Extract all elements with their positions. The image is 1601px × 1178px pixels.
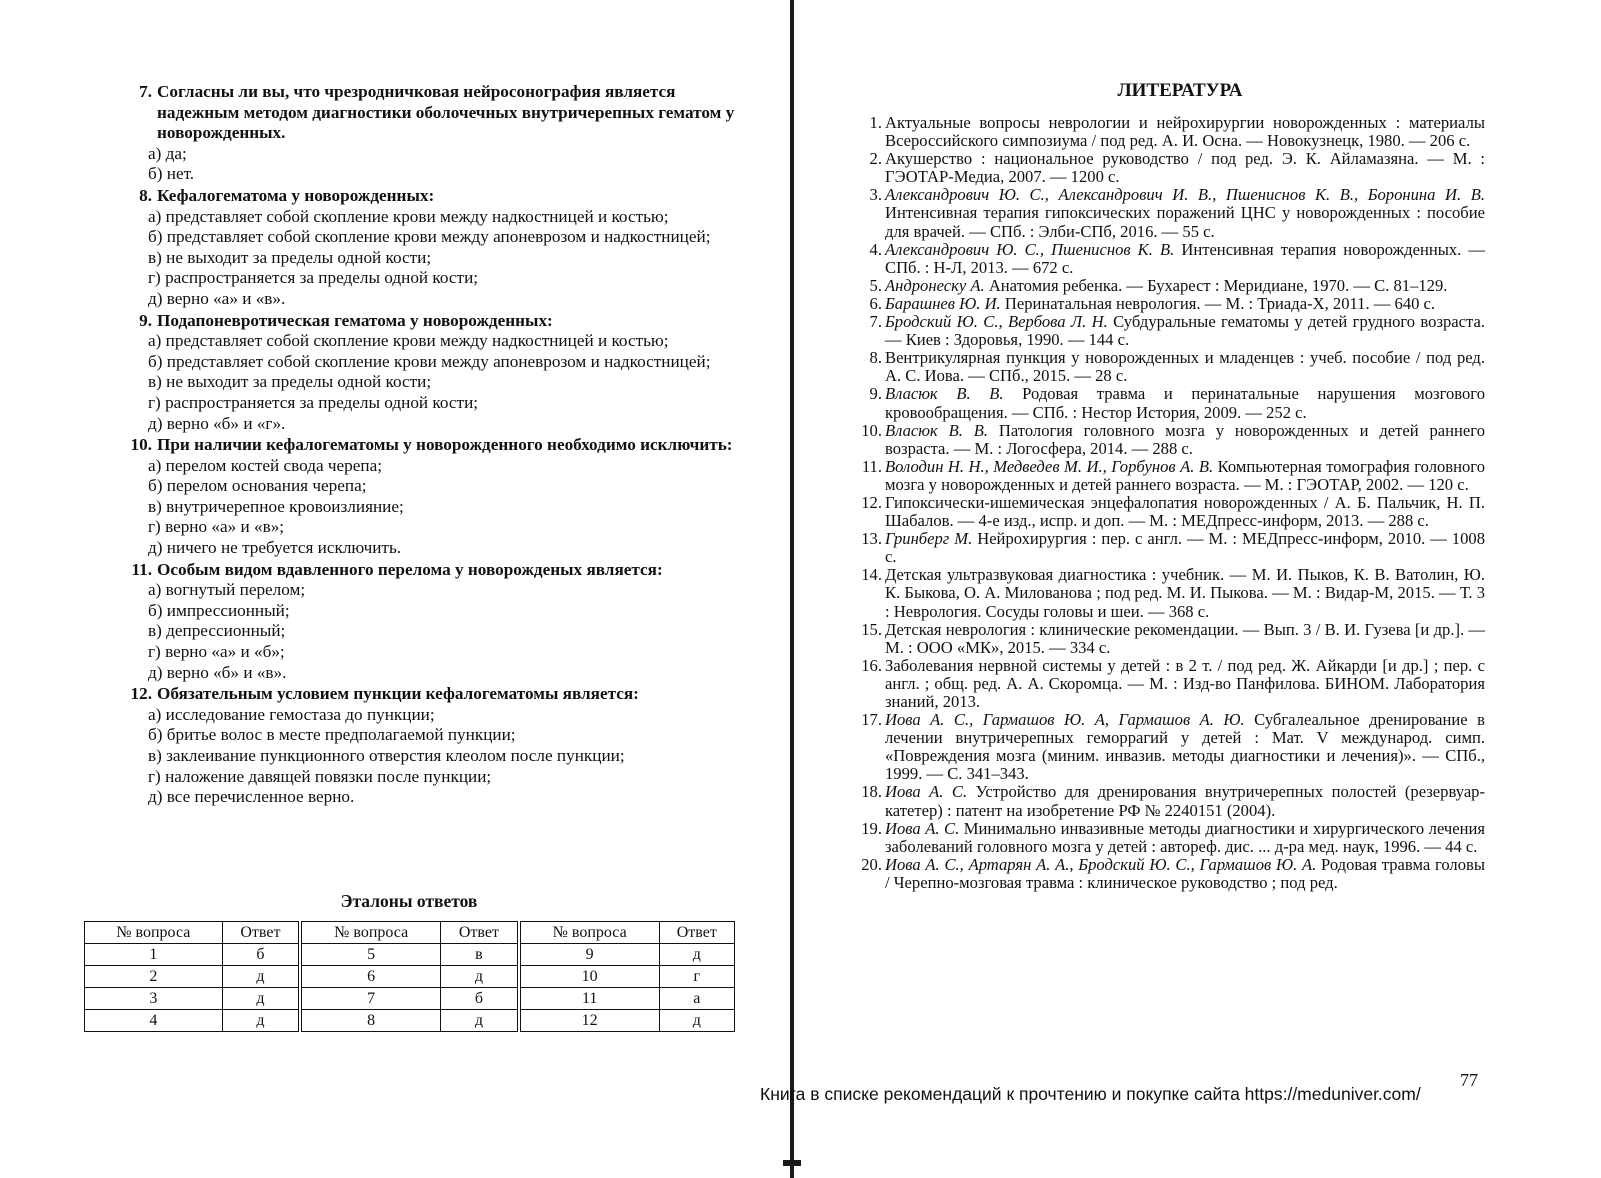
reference-text — [885, 494, 1485, 530]
reference-details: Субдуральные гематомы у детей грудного возраста. — Киев : Здоровья, 1990. — 144 с. — [885, 312, 1485, 350]
reference-details: Анатомия ребенка. — Бухарест : Меридиане, 1970. — С. 81–129. — [984, 275, 1448, 295]
answer-cell: д — [441, 1010, 519, 1032]
answer-cell: д — [659, 1010, 734, 1032]
question-text: При наличии кефалогематомы у новорожденного необходимо исключить: — [157, 435, 733, 455]
reference-number: 10. — [861, 420, 882, 440]
answer-option: д) ничего не требуется исключить. — [148, 538, 402, 558]
book-spine — [790, 0, 794, 1178]
answer-cell: д — [441, 966, 519, 988]
reference-item — [852, 295, 1485, 313]
reference-details: Детская неврология : клинические рекомендации. — Вып. 3 / В. И. Гузева [и др.]. — М. : ООО «МК», 2015. — 334 с. — [885, 619, 1485, 657]
reference-item — [852, 494, 1485, 530]
answer-option: г) верно «а» и «б»; — [148, 642, 285, 662]
question-item — [100, 684, 760, 808]
reference-details: Компьютерная томография головного мозга у новорожденных и детей раннего возраста. — М. : ГЭОТАР, 2002. — 120 с. — [885, 456, 1485, 494]
reference-item — [852, 657, 1485, 711]
question-number-cell: 10 — [519, 966, 659, 988]
reference-number: 20. — [861, 854, 882, 874]
reference-details: Устройство для дренирования внутричерепных полостей (резервуар-катетер) : патент на изобретение РФ № 2240151 (2004). — [885, 782, 1486, 820]
answer-cell: а — [659, 988, 734, 1010]
reference-authors: Александрович Ю. С., Александрович И. В., Пшениснов К. В., Боронина И. В. — [885, 185, 1485, 205]
reference-text — [885, 621, 1485, 657]
question-item — [100, 82, 760, 185]
answer-option: в) депрессионный; — [148, 621, 286, 641]
question-text: Подапоневротическая гематома у новорожденных: — [157, 310, 553, 330]
left-page — [0, 0, 785, 1178]
reference-text — [885, 313, 1485, 349]
answer-option: г) распространяется за пределы одной кости; — [148, 268, 479, 288]
question-number: 8. — [139, 185, 152, 205]
question-item — [100, 186, 760, 310]
answers-row — [85, 1010, 735, 1032]
reference-item — [852, 385, 1485, 421]
reference-item — [852, 711, 1485, 783]
reference-item — [852, 150, 1485, 186]
reference-number: 18. — [861, 782, 882, 802]
reference-details: Детская ультразвуковая диагностика : учебник. — М. И. Пыков, К. В. Ватолин, Ю. К. Быкова, О. А. Милованова ; под ред. М. И. Пыкова. — М. : Видар-М, 2015. — Т. 3 : Неврология. Сосуды головы и шеи. — 368 с. — [885, 565, 1485, 621]
question-heading — [100, 560, 760, 581]
answer-option: г) распространяется за пределы одной кости; — [148, 392, 479, 412]
reference-authors: Володин Н. Н., Медведев М. И., Горбунов А. В. — [885, 456, 1214, 476]
literature-list — [852, 114, 1485, 892]
reference-item — [852, 783, 1485, 819]
answer-option: г) верно «а» и «в»; — [148, 517, 285, 537]
answers-row — [85, 944, 735, 966]
question-number: 12. — [130, 684, 152, 704]
reference-text — [885, 295, 1485, 313]
reference-item — [852, 621, 1485, 657]
reference-number: 4. — [869, 239, 882, 259]
question-number-cell: 6 — [300, 966, 440, 988]
reference-details: Субгалеальное дренирование в лечении внутричерепных геморрагий у детей : Мат. V международ. симп. «Повреждения мозга (миним. инвазив. методы диагностики и лечения)». — СПб., 1999. — С. 341–343. — [885, 710, 1485, 784]
answers-row — [85, 966, 735, 988]
reference-number: 6. — [869, 293, 882, 313]
reference-number: 11. — [861, 456, 882, 476]
question-item — [100, 560, 760, 684]
reference-number: 2. — [869, 149, 882, 169]
reference-number: 15. — [861, 619, 882, 639]
reference-text — [885, 783, 1485, 819]
reference-text — [885, 820, 1485, 856]
question-heading — [100, 82, 760, 144]
reference-authors: Иова А. С. — [885, 782, 968, 802]
reference-number: 3. — [869, 185, 882, 205]
answer-option: б) представляет собой скопление крови между апоневрозом и надкостницей; — [148, 351, 711, 371]
reference-details: Нейрохирургия : пер. с англ. — М. : МЕДпресс-информ, 2010. — 1008 с. — [885, 529, 1485, 567]
answer-cell: б — [222, 944, 300, 966]
reference-authors: Александрович Ю. С., Пшениснов К. В. — [885, 239, 1175, 259]
answer-option: б) бритье волос в месте предполагаемой пункции; — [148, 725, 516, 745]
literature-title: ЛИТЕРАТУРА — [1117, 80, 1243, 101]
reference-authors: Барашнев Ю. И. — [885, 293, 1001, 313]
reference-item — [852, 458, 1485, 494]
reference-item — [852, 186, 1485, 240]
reference-text — [885, 385, 1485, 421]
question-number-cell: 4 — [85, 1010, 223, 1032]
answer-cell: б — [441, 988, 519, 1010]
question-number-cell: 1 — [85, 944, 223, 966]
reference-number: 12. — [861, 492, 882, 512]
question-number-cell: 3 — [85, 988, 223, 1010]
reference-item — [852, 422, 1485, 458]
question-item — [100, 311, 760, 435]
question-number: 10. — [130, 435, 152, 455]
reference-details: Заболевания нервной системы у детей : в 2 т. / под ред. Ж. Айкарди [и др.] ; пер. с англ. ; общ. ред. А. А. Скоромца. — М. : Изд-во Панфилова. БИНОМ. Лаборатория знаний, 2013. — [885, 655, 1485, 711]
reference-text — [885, 114, 1485, 150]
answer-option: д) все перечисленное верно. — [148, 787, 355, 807]
reference-authors: Бродский Ю. С., Вербова Л. Н. — [885, 312, 1108, 332]
reference-details: Актуальные вопросы неврологии и нейрохирургии новорожденных : материалы Всероссийского симпозиума / под ред. А. И. Осна. — Новокузнецк, 1980. — 206 с. — [885, 113, 1485, 151]
answer-cell: д — [222, 966, 300, 988]
answer-option: а) исследование гемостаза до пункции; — [148, 704, 435, 724]
question-text: Обязательным условием пункции кефалогематомы является: — [157, 684, 639, 704]
answer-option: в) не выходит за пределы одной кости; — [148, 247, 432, 267]
answers-header-cell: № вопроса — [300, 922, 440, 944]
answer-option: в) не выходит за пределы одной кости; — [148, 372, 432, 392]
reference-details: Родовая травма и перинатальные нарушения мозгового кровообращения. — СПб. : Нестор История, 2009. — 252 с. — [885, 384, 1485, 422]
reference-number: 16. — [861, 655, 882, 675]
reference-item — [852, 349, 1485, 385]
reference-details: Вентрикулярная пункция у новорожденных и младенцев : учеб. пособие / под ред. А. С. Иова. — СПб., 2015. — 28 с. — [885, 348, 1485, 386]
question-number: 9. — [139, 310, 152, 330]
reference-authors: Иова А. С., Артарян А. А., Бродский Ю. С., Гармашов Ю. А. — [885, 854, 1317, 874]
reference-details: Перинатальная неврология. — М. : Триада-Х, 2011. — 640 с. — [1000, 293, 1436, 313]
reference-number: 13. — [861, 529, 882, 549]
answers-header-row — [85, 922, 735, 944]
reference-details: Интенсивная терапия новорожденных. — СПб. : Н-Л, 2013. — 672 с. — [885, 239, 1485, 277]
reference-text — [885, 530, 1485, 566]
answer-cell: д — [659, 944, 734, 966]
question-number-cell: 2 — [85, 966, 223, 988]
question-number-cell: 7 — [300, 988, 440, 1010]
question-number-cell: 11 — [519, 988, 659, 1010]
question-number-cell: 5 — [300, 944, 440, 966]
answer-option: д) верно «б» и «в». — [148, 662, 287, 682]
answers-header-cell: Ответ — [222, 922, 300, 944]
reference-text — [885, 711, 1485, 783]
question-item — [100, 435, 760, 559]
answer-option: а) да; — [148, 143, 187, 163]
reference-authors: Иова А. С., Гармашов Ю. А, Гармашов А. Ю. — [885, 710, 1245, 730]
question-number-cell: 12 — [519, 1010, 659, 1032]
reference-details: Гипоксически-ишемическая энцефалопатия новорожденных / А. Б. Пальчик, Н. П. Шабалов. — 4-е изд., испр. и доп. — М. : МЕДпресс-информ, 2013. — 288 с. — [885, 492, 1485, 531]
answer-option: в) внутричерепное кровоизлияние; — [148, 496, 404, 516]
answer-cell: в — [441, 944, 519, 966]
reference-details: Интенсивная терапия гипоксических поражений ЦНС у новорожденных : пособие для врачей. — СПб. : Элби-СПб, 2016. — 55 с. — [885, 203, 1485, 241]
reference-text — [885, 241, 1485, 277]
questions-list — [100, 82, 760, 809]
reference-text — [885, 458, 1485, 494]
answer-cell: д — [222, 1010, 300, 1032]
reference-authors: Андронеску А. — [885, 275, 985, 295]
answer-cell: г — [659, 966, 734, 988]
question-text: Согласны ли вы, что чрезродничковая нейросонография является надежным методом диагностики оболочечных внутричерепных гематом у новорожденных. — [157, 82, 735, 143]
answers-table — [84, 921, 735, 1032]
reference-number: 17. — [861, 710, 882, 730]
reference-number: 19. — [861, 818, 882, 838]
reference-text — [885, 657, 1485, 711]
reference-text — [885, 150, 1485, 186]
reference-text — [885, 422, 1485, 458]
reference-item — [852, 820, 1485, 856]
reference-authors: Гринберг М. — [885, 529, 973, 549]
reference-item — [852, 566, 1485, 620]
reference-item — [852, 313, 1485, 349]
reference-item — [852, 856, 1485, 892]
reference-text — [885, 856, 1485, 892]
question-text: Особым видом вдавленного перелома у новорожденых является: — [157, 559, 663, 579]
answer-option: б) перелом основания черепа; — [148, 476, 367, 496]
question-number: 7. — [139, 82, 152, 101]
answer-option: д) верно «а» и «в». — [148, 288, 286, 308]
question-number-cell: 9 — [519, 944, 659, 966]
question-heading — [100, 684, 760, 705]
reference-details: Минимально инвазивные методы диагностики и хирургического лечения заболеваний головного мозга у детей : автореф. дис. ... д-ра мед. наук, 1996. — 44 с. — [885, 818, 1486, 856]
reference-details: Акушерство : национальное руководство / под ред. Э. К. Айламазяна. — М. : ГЭОТАР-Медиа, 2007. — 1200 с. — [885, 149, 1485, 187]
question-heading — [100, 311, 760, 332]
reference-text — [885, 186, 1485, 240]
reference-number: 9. — [869, 384, 882, 404]
answer-option: в) заклеивание пункционного отверстия клеолом после пункции; — [148, 746, 625, 765]
reference-number: 7. — [869, 312, 882, 332]
answer-option: а) вогнутый перелом; — [148, 580, 306, 600]
reference-item — [852, 530, 1485, 566]
answer-option: б) нет. — [148, 164, 195, 184]
book-spine-base — [783, 1160, 801, 1166]
reference-item — [852, 114, 1485, 150]
reference-authors: Власюк В. В. — [885, 384, 1004, 404]
reference-item — [852, 241, 1485, 277]
watermark-text: Книга в списке рекомендаций к прочтению и покупке сайта https://meduniver.com/ — [760, 1084, 1421, 1104]
answer-option: б) импрессионный; — [148, 600, 290, 620]
answer-option: д) верно «б» и «г». — [148, 413, 286, 433]
answers-header-cell: № вопроса — [85, 922, 223, 944]
reference-number: 1. — [869, 113, 882, 132]
reference-details: Родовая травма головы / Черепно-мозговая травма : клиническое руководство ; под ред. — [885, 854, 1485, 892]
page-number: 77 — [1460, 1070, 1478, 1090]
reference-item — [852, 277, 1485, 295]
answer-option: а) представляет собой скопление крови между надкостницей и костью; — [148, 206, 669, 226]
question-heading — [100, 435, 760, 456]
question-number-cell: 8 — [300, 1010, 440, 1032]
reference-number: 14. — [861, 565, 882, 585]
answer-option: а) представляет собой скопление крови между надкостницей и костью; — [148, 331, 669, 351]
question-text: Кефалогематома у новорожденных: — [157, 185, 435, 205]
reference-text — [885, 277, 1485, 295]
reference-authors: Власюк В. В. — [885, 420, 989, 440]
answers-header-cell: № вопроса — [519, 922, 659, 944]
reference-number: 5. — [869, 275, 882, 295]
reference-number: 8. — [869, 348, 882, 368]
reference-text — [885, 566, 1485, 620]
answers-row — [85, 988, 735, 1010]
question-heading — [100, 186, 760, 207]
answer-cell: д — [222, 988, 300, 1010]
answer-option: б) представляет собой скопление крови между апоневрозом и надкостницей; — [148, 227, 711, 247]
reference-authors: Иова А. С. — [885, 818, 960, 838]
answer-option: г) наложение давящей повязки после пункции; — [148, 766, 492, 786]
reference-details: Патология головного мозга у новорожденных и детей раннего возраста. — М. : Логосфера, 2014. — 288 с. — [885, 420, 1485, 458]
answers-header-cell: Ответ — [659, 922, 734, 944]
answers-title: Эталоны ответов — [340, 891, 478, 911]
answer-option: а) перелом костей свода черепа; — [148, 455, 382, 475]
answers-header-cell: Ответ — [441, 922, 519, 944]
reference-text — [885, 349, 1485, 385]
question-number: 11. — [131, 559, 152, 579]
